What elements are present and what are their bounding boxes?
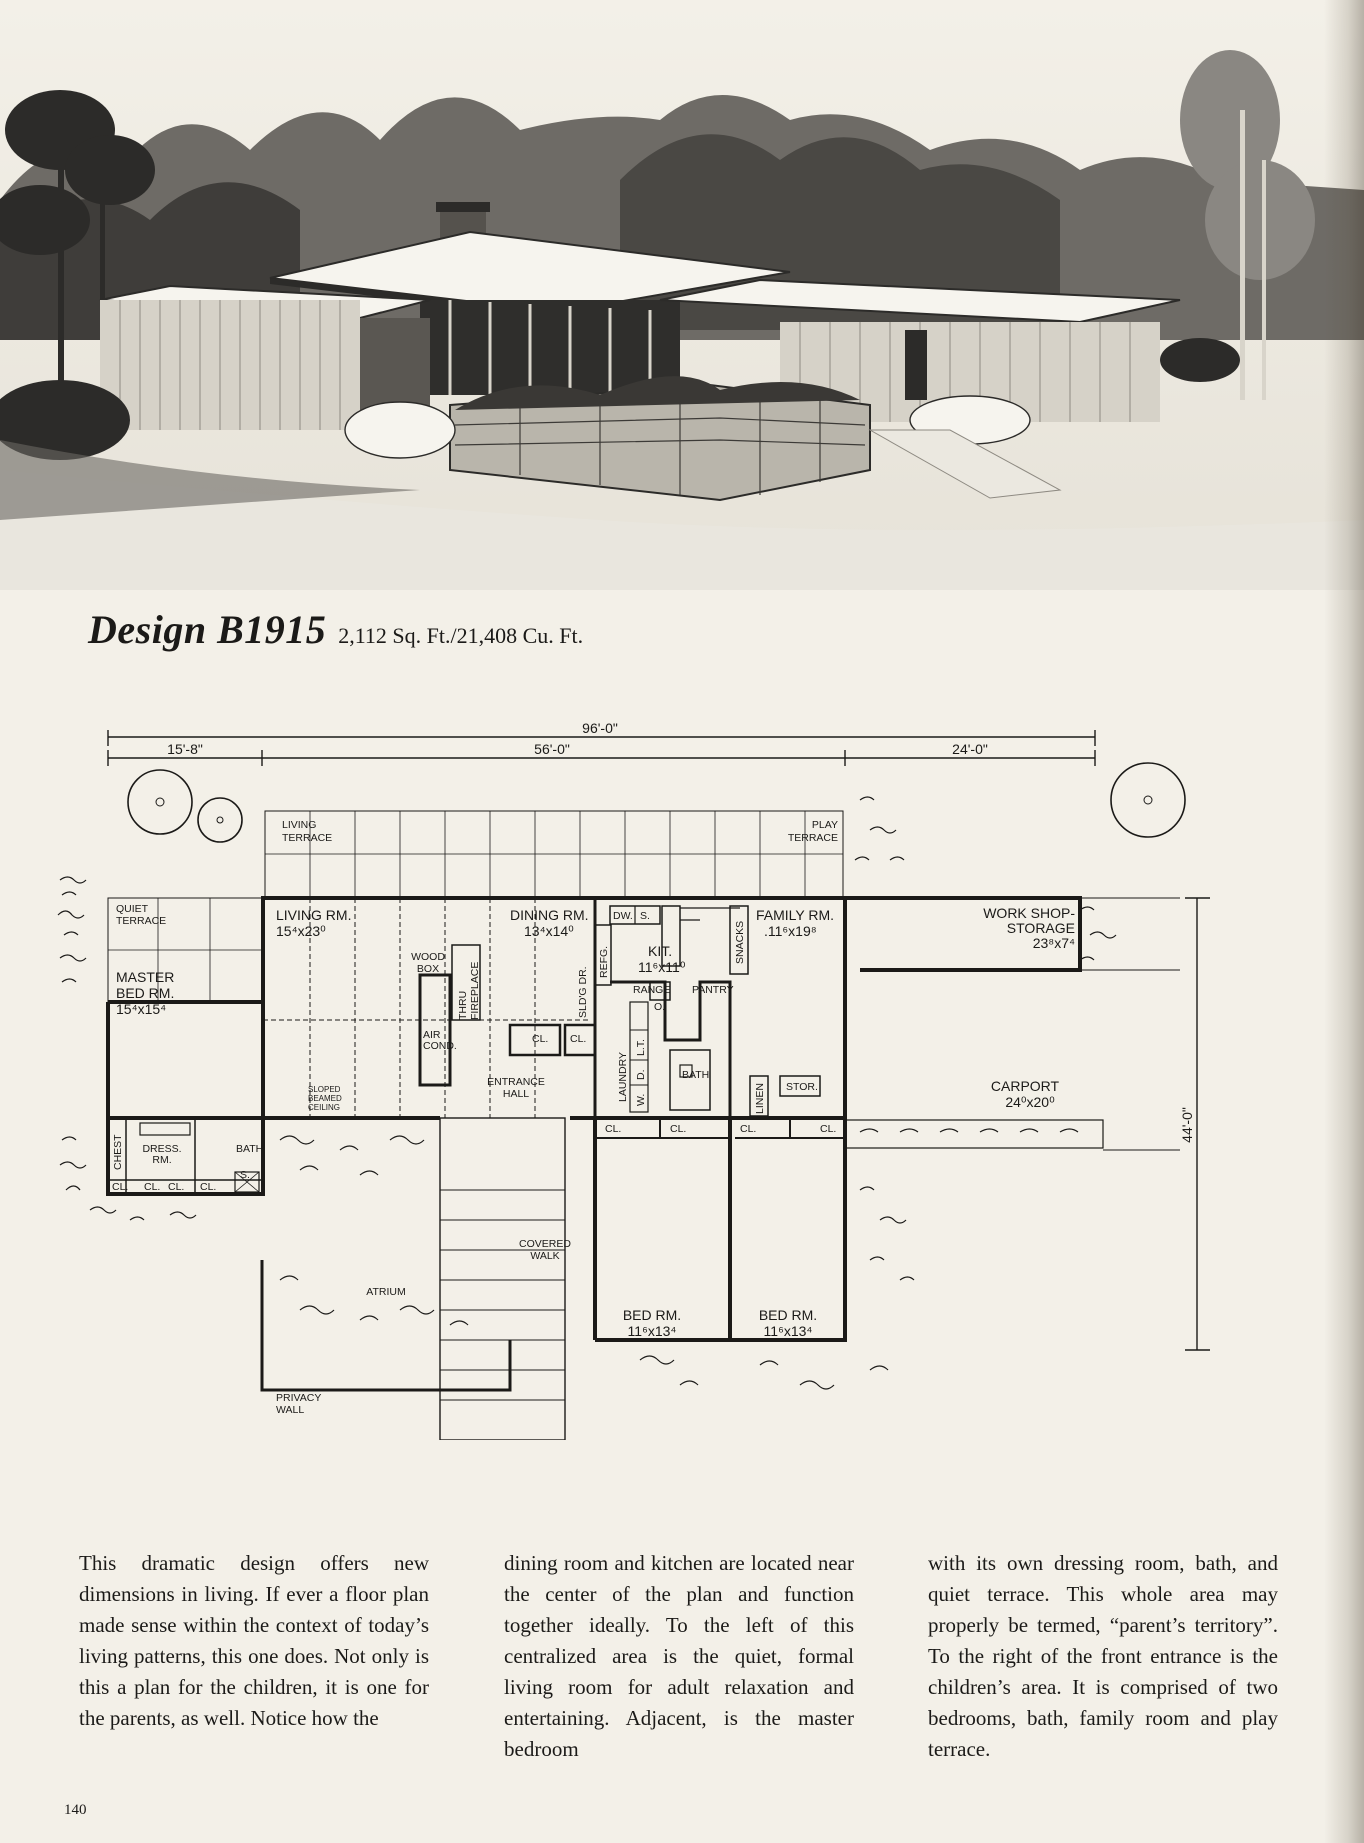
dim-overall: 96'-0" <box>582 720 618 736</box>
storage-label: STOR. <box>786 1081 818 1093</box>
range-label: RANGE <box>633 984 671 996</box>
master-bath-label: BATH <box>236 1143 264 1155</box>
master-closet-3: CL. <box>168 1181 185 1193</box>
bed1-closet-1: CL. <box>605 1123 622 1135</box>
bedroom-1-size: 11⁶x13⁴ <box>627 1323 677 1339</box>
sloped-ceiling-line2: BEAMED <box>308 1094 342 1103</box>
master-shower-label: S. <box>240 1169 250 1181</box>
fireplace-line1: THRU <box>457 990 469 1020</box>
dining-room-label: DINING RM. <box>510 907 589 923</box>
sink-label: S. <box>640 910 650 922</box>
design-area: 2,112 Sq. Ft./21,408 Cu. Ft. <box>338 623 584 648</box>
description-column-3: with its own dressing room, bath, and quiet terrace. This whole area may properly be termed, “parent’s territory”. To the right of the front entrance is the children’s area. It is comprised of two bedrooms, bath, family room and play terrace. <box>928 1551 1278 1761</box>
entrance-hall-line1: ENTRANCE <box>487 1076 545 1088</box>
hall-closet-2: CL. <box>570 1033 587 1045</box>
bed1-closet-2: CL. <box>670 1123 687 1135</box>
chest-label: CHEST <box>112 1134 124 1170</box>
covered-walk-line2: WALK <box>530 1250 560 1262</box>
description-column-1: This dramatic design offers new dimensions in living. If ever a floor plan made sense within the context of today’s living patterns, this one does. Not only is this a plan for the children, it is one for the parents, as well. Notice how the <box>79 1551 429 1730</box>
dim-depth: 44'-0" <box>1179 1107 1195 1143</box>
refrigerator-label: REFG. <box>598 945 610 978</box>
workshop-line1: WORK SHOP- <box>983 905 1075 921</box>
dining-room-size: 13⁴x14⁰ <box>524 923 574 939</box>
page-edge-shadow <box>1324 0 1364 1843</box>
dressing-room-line1: DRESS. <box>142 1143 182 1155</box>
dim-right: 24'-0" <box>952 741 988 757</box>
linen-label: LINEN <box>754 1083 766 1114</box>
living-room-label: LIVING RM. <box>276 907 352 923</box>
kitchen-size: 11⁶x11⁰ <box>638 959 686 975</box>
design-name: Design B1915 <box>88 607 327 652</box>
page-number: 140 <box>64 1802 87 1818</box>
sloped-ceiling-line3: CEILING <box>308 1103 341 1112</box>
master-bed-line1: MASTER <box>116 969 175 985</box>
oven-label: O. <box>654 1001 666 1013</box>
dim-left: 15'-8" <box>167 741 203 757</box>
master-closet-1: CL. <box>112 1181 129 1193</box>
dressing-room-line2: RM. <box>152 1154 172 1166</box>
description-column-2: dining room and kitchen are located near the center of the plan and function together ideally. To the left of this centralized area is the quiet, formal living room for adult relaxation and entertaining. Adjacent, is the master bedroom <box>504 1551 854 1761</box>
dim-middle: 56'-0" <box>534 741 570 757</box>
privacy-wall-line2: WALL <box>276 1404 305 1416</box>
fireplace-line2: FIREPLACE <box>469 961 481 1020</box>
dryer-label: D. <box>635 1069 647 1080</box>
bed2-closet-1: CL. <box>740 1123 757 1135</box>
living-terrace-line2: TERRACE <box>282 832 333 844</box>
family-room-size: .11⁶x19⁸ <box>764 923 817 939</box>
atrium-label: ATRIUM <box>366 1286 406 1298</box>
hall-closet-1: CL. <box>532 1033 549 1045</box>
master-bed-size: 15⁴x15⁴ <box>116 1001 167 1017</box>
privacy-wall-line1: PRIVACY <box>276 1392 322 1404</box>
quiet-terrace-line1: QUIET <box>116 903 149 915</box>
workshop-line2: STORAGE <box>1006 920 1075 936</box>
washer-label: W. <box>635 1093 647 1106</box>
master-closet-4: CL. <box>200 1181 217 1193</box>
bedroom-1-label: BED RM. <box>622 1307 682 1323</box>
bed2-closet-2: CL. <box>820 1123 837 1135</box>
living-room-size: 15⁴x23⁰ <box>276 923 326 939</box>
sloped-ceiling-line1: SLOPED <box>308 1085 341 1094</box>
covered-walk-line1: COVERED <box>519 1238 571 1250</box>
snacks-label: SNACKS <box>734 920 746 964</box>
air-cond-line1: AIR <box>423 1029 441 1041</box>
wood-box-line1: WOOD <box>411 951 445 963</box>
workshop-size: 23⁸x7⁴ <box>1032 935 1075 951</box>
laundry-label: LAUNDRY <box>617 1052 629 1102</box>
floor-plan <box>40 720 1240 1440</box>
bedroom-2-size: 11⁶x13⁴ <box>763 1323 813 1339</box>
dishwasher-label: DW. <box>613 910 633 922</box>
master-bed-line2: BED RM. <box>116 985 175 1001</box>
carport-size: 24⁰x20⁰ <box>1005 1094 1055 1110</box>
master-closet-2: CL. <box>144 1181 161 1193</box>
kids-bath-label: BATH <box>682 1069 710 1081</box>
entrance-hall-line2: HALL <box>502 1088 530 1100</box>
laundry-tub-label: L.T. <box>635 1039 647 1056</box>
air-cond-line2: COND. <box>423 1040 457 1052</box>
living-terrace-line1: LIVING <box>282 819 317 831</box>
carport-label: CARPORT <box>990 1078 1060 1094</box>
house-rendering <box>0 0 1364 590</box>
play-terrace-line2: TERRACE <box>787 832 838 844</box>
sliding-door-label: SLD'G DR. <box>577 966 589 1018</box>
wood-box-line2: BOX <box>416 963 440 975</box>
play-terrace-line1: PLAY <box>811 819 838 831</box>
design-heading <box>88 606 583 653</box>
kitchen-label: KIT. <box>648 943 673 959</box>
quiet-terrace-line2: TERRACE <box>116 915 167 927</box>
pantry-label: PANTRY <box>692 984 734 996</box>
bedroom-2-label: BED RM. <box>758 1307 818 1323</box>
family-room-label: FAMILY RM. <box>756 907 835 923</box>
